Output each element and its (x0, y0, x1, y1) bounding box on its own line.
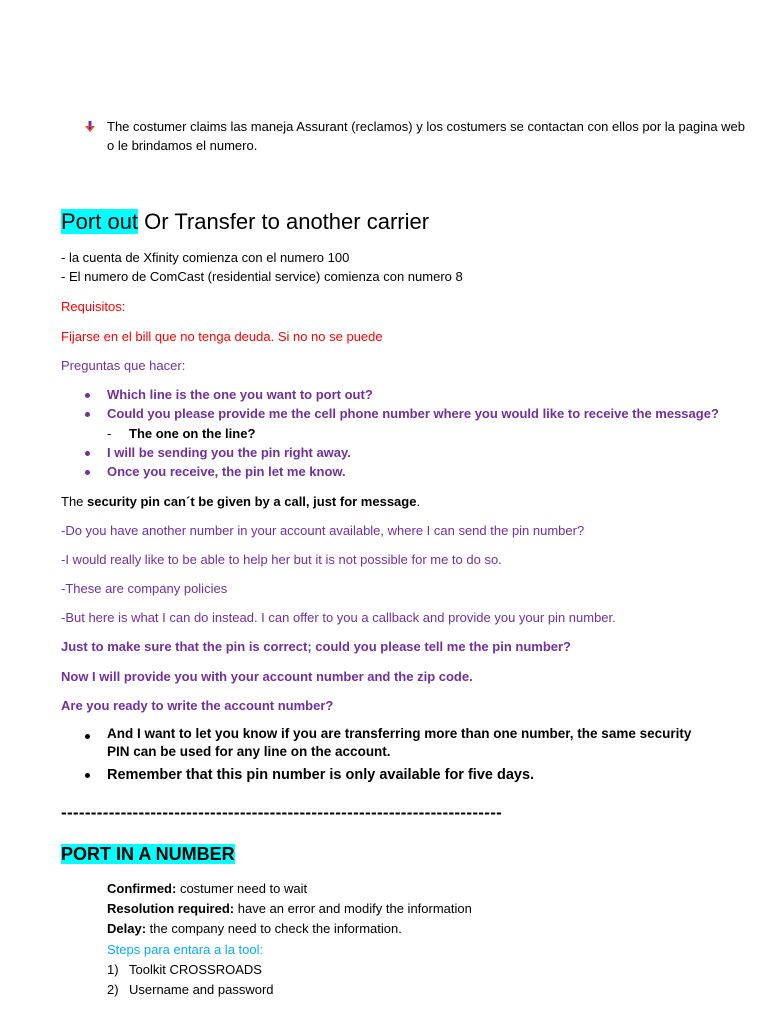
sub-item-dash: - (107, 426, 112, 441)
bullet-dot-icon (85, 393, 90, 398)
top-bullet-text (107, 117, 747, 155)
top-bullet-line-2: o le brindamos el numero. (107, 138, 258, 153)
step-number: 1) (107, 962, 119, 977)
final-bullet-1 (107, 725, 691, 761)
port-out-heading (61, 207, 429, 237)
security-prefix: The (61, 494, 88, 509)
requisitos-label: Requisitos: (61, 299, 126, 314)
question-item: Which line is the one you want to port out? (107, 387, 373, 402)
port-in-item (107, 879, 307, 898)
port-in-item (107, 919, 402, 938)
final-bullet-1-line-2: PIN can be used for any line on the account. (107, 744, 391, 759)
port-in-item-text: the company need to check the information. (146, 921, 402, 936)
script-line: -But here is what I can do instead. I can offer to you a callback and provide you your pin number. (61, 610, 616, 625)
step-number: 2) (107, 982, 119, 997)
question-item: I will be sending you the pin right away. (107, 445, 351, 460)
bullet-dot-icon (85, 412, 90, 417)
security-suffix: . (416, 494, 421, 509)
requisitos-text: Fijarse en el bill que no tenga deuda. Si no no se puede (61, 329, 383, 344)
port-out-notes (61, 248, 463, 286)
port-in-item-text: have an error and modify the information (234, 901, 472, 916)
port-in-item-label: Resolution required: (107, 901, 235, 916)
question-item: Once you receive, the pin let me know. (107, 464, 346, 479)
script-line: Are you ready to write the account number? (61, 698, 334, 713)
sub-item: The one on the line? (129, 426, 256, 441)
note-line: - El numero de ComCast (residential service) comienza con numero 8 (61, 269, 463, 284)
script-line: -These are company policies (61, 581, 228, 596)
script-line: Now I will provide you with your account number and the zip code. (61, 669, 473, 684)
preguntas-label: Preguntas que hacer: (61, 358, 186, 373)
port-in-item-label: Delay: (107, 921, 147, 936)
top-bullet-line-1: The costumer claims las maneja Assurant (reclamos) y los costumers se contactan con ellos por la pagina web (107, 119, 746, 134)
dashed-divider: -------------------------------------------------------------------------- (61, 803, 503, 822)
security-note (61, 492, 420, 511)
script-line: Just to make sure that the pin is correct; could you please tell me the pin number? (61, 639, 571, 654)
bullet-dot-icon (85, 451, 90, 456)
step-text: Toolkit CROSSROADS (129, 962, 262, 977)
port-in-item (107, 899, 472, 918)
port-in-item-label: Confirmed: (107, 881, 177, 896)
bullet-dot-icon (85, 470, 90, 475)
port-out-heading-highlight: Port out (61, 209, 139, 234)
note-line: - la cuenta de Xfinity comienza con el numero 100 (61, 250, 350, 265)
final-bullet-1-line-1: And I want to let you know if you are transferring more than one number, the same security (107, 726, 692, 741)
bullet-dot-icon (85, 734, 90, 739)
steps-label: Steps para entara a la tool: (107, 942, 264, 957)
bullet-dot-icon (85, 773, 90, 778)
step-text: Username and password (129, 982, 274, 997)
script-line: -I would really like to be able to help her but it is not possible for me to do so. (61, 552, 502, 567)
port-in-heading-highlight: PORT IN A NUMBER (61, 844, 235, 864)
question-item: Could you please provide me the cell phone number where you would like to receive the message? (107, 406, 719, 421)
security-bold: security pin can´t be given by a call, just for message (87, 494, 417, 509)
port-in-item-text: costumer need to wait (176, 881, 308, 896)
port-in-heading (61, 841, 235, 867)
arrow-down-bullet-icon (85, 121, 95, 133)
port-out-heading-rest: Or Transfer to another carrier (138, 209, 430, 234)
final-bullet-2: Remember that this pin number is only available for five days. (107, 767, 535, 783)
script-line: -Do you have another number in your account available, where I can send the pin number? (61, 523, 585, 538)
